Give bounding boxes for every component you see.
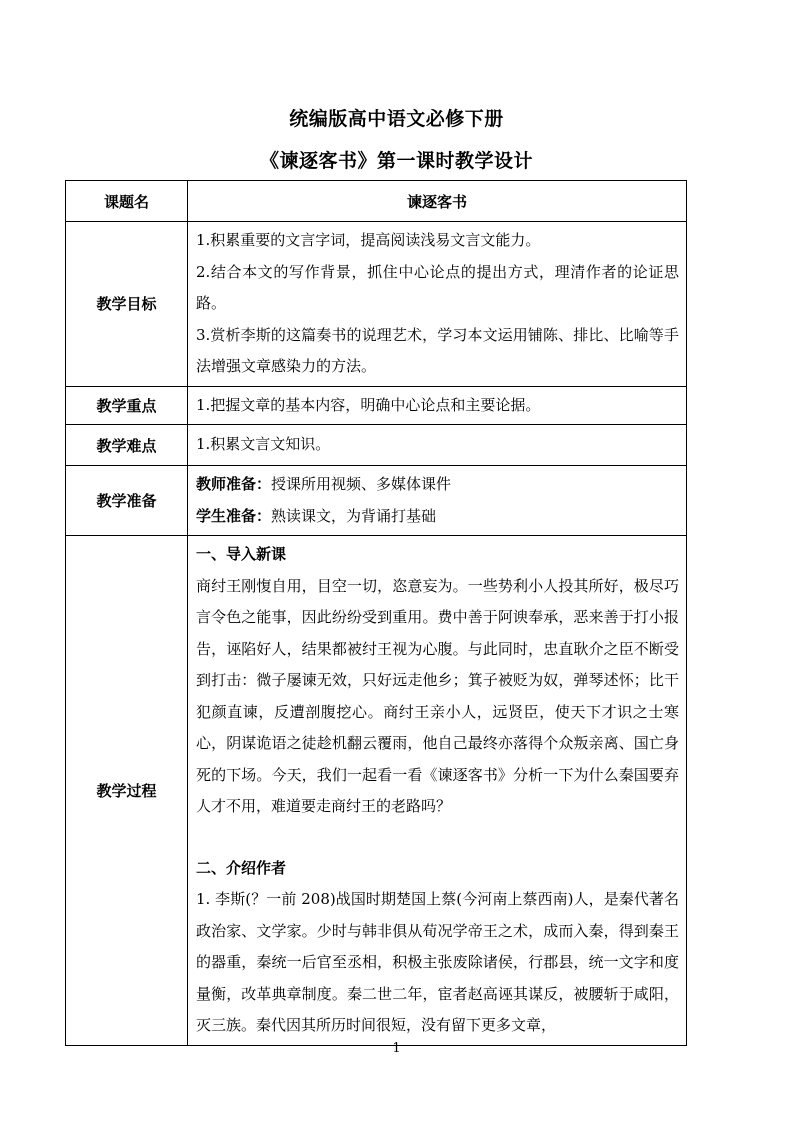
student-preparation-label: 学生准备： — [196, 506, 272, 525]
objective-item: 3.赏析李斯的这篇奏书的说理艺术，学习本文运用铺陈、排比、比喻等手法增强文章感染力的方法。 — [196, 325, 679, 375]
teacher-preparation — [196, 469, 679, 501]
section-heading-author: 二、介绍作者 — [196, 858, 287, 877]
paragraph-gap — [196, 823, 679, 853]
teacher-preparation-label: 教师准备： — [196, 475, 272, 493]
process-content — [188, 536, 687, 1046]
author-paragraph: 1. 李斯(？一前 208)战国时期楚国上蔡(今河南上蔡西南)人，是秦代著名政治家、文学家。少时与韩非俱从荀况学帝王之术，成而入秦，得到秦王的器重，秦统一后官至丞相，积极主张废除诸侯，行郡县，统一文字和度量衡，改革典章制度。秦二世二年，宦者赵高诬其谋反，被腰斩于咸阳，灭三族。秦代因其所历时间很短，没有留下更多文章， — [196, 890, 679, 1034]
key-points-value: 1.把握文章的基本内容，明确中心论点和主要论据。 — [188, 386, 687, 425]
table-row-objectives — [66, 222, 687, 387]
table-row-preparation — [66, 466, 687, 536]
objective-item: 1.积累重要的文言字词，提高阅读浅易文言文能力。 — [196, 231, 541, 249]
page-number: 1 — [392, 1041, 401, 1056]
table-row-key-points — [66, 386, 687, 425]
difficulties-label: 教学难点 — [66, 425, 188, 466]
document-subtitle: 《谏逐客书》第一课时教学设计 — [259, 150, 533, 172]
teacher-preparation-value: 授课所用视频、多媒体课件 — [271, 475, 452, 493]
course-name-value: 谏逐客书 — [188, 181, 687, 222]
objectives-label: 教学目标 — [66, 222, 188, 387]
process-label: 教学过程 — [66, 536, 188, 1046]
section-heading-intro: 一、导入新课 — [196, 545, 287, 563]
student-preparation — [196, 501, 679, 533]
lesson-plan-table — [65, 180, 687, 1046]
objectives-content — [188, 222, 687, 387]
document-title: 统编版高中语文必修下册 — [289, 108, 504, 130]
course-name-label: 课题名 — [66, 181, 188, 222]
key-points-label: 教学重点 — [66, 386, 188, 425]
difficulties-value: 1.积累文言文知识。 — [188, 425, 687, 466]
student-preparation-value: 熟读课文，为背诵打基础 — [271, 506, 437, 525]
preparation-content — [188, 466, 687, 536]
preparation-label: 教学准备 — [66, 466, 188, 536]
intro-paragraph: 商纣王刚愎自用，目空一切，恣意妄为。一些势利小人投其所好，极尽巧言令色之能事，因此纷纷受到重用。费中善于阿谀奉承，恶来善于打小报告，诬陷好人，结果都被纣王视为心腹。与此同时，忠直耿介之臣不断受到打击：微子屡谏无效，只好远走他乡；箕子被贬为奴，弹琴述怀；比干犯颜直谏，反遭剖腹挖心。商纣王亲小人，远贤臣，使天下才识之士寒心，阴谋诡语之徒趁机翻云覆雨，他自己最终亦落得个众叛亲离、国亡身死的下场。今天，我们一起看一看《谏逐客书》分析一下为什么秦国要弃人才不用，难道要走商纣王的老路吗？ — [196, 576, 679, 815]
table-row-course-name — [66, 181, 687, 222]
table-row-difficulties — [66, 425, 687, 466]
objective-item: 2.结合本文的写作背景，抓住中心论点的提出方式，理清作者的论证思路。 — [196, 262, 679, 312]
table-row-process — [66, 536, 687, 1046]
